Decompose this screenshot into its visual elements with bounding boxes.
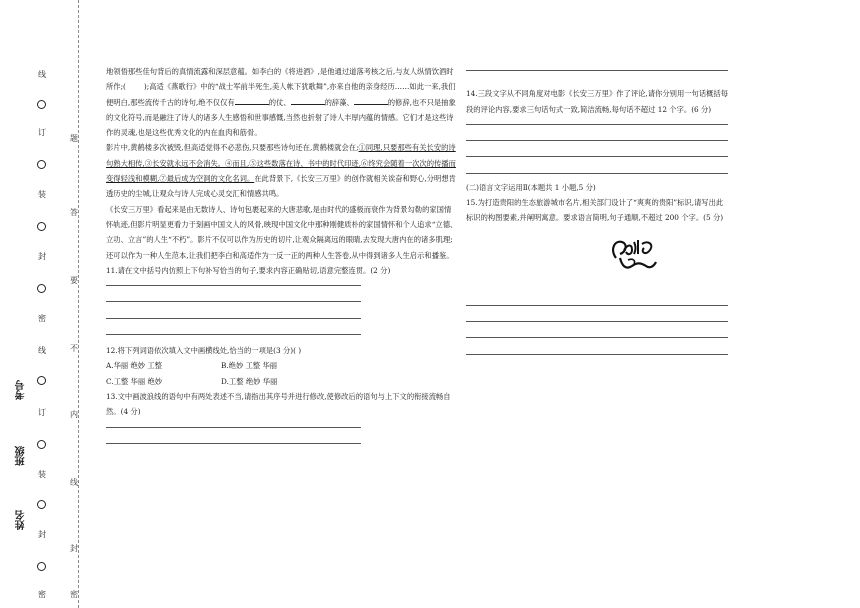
answer-area-11[interactable]	[106, 278, 361, 335]
binding-mark: 线	[38, 70, 46, 79]
inner-mark: 密	[70, 590, 78, 599]
question-13: 13.文中画波浪线的语句中有两处表述不当,请指出其序号并进行修改,使修改后的语句与上下文的衔接流畅自然。(4 分)	[106, 391, 451, 417]
answer-area-continued[interactable]	[466, 64, 728, 71]
binding-hole-icon	[37, 222, 46, 231]
paragraph-1: 地领悟那些佳句背后的真情流露和深层意蕴。如李白的《将进酒》,是他通过道落考核之后,与友人纵情饮酒时所作;( );高适《燕歌行》中的“战士军前半死生,美人帐下犹歌舞”,亦来自他的亲身经历……如此一来,我们便明白,那些流传千古的诗句,绝不仅仅有 的仗、 的辞藻、 的修辞,也不只是抽象的文化符号,而是融注了诗人的诸多人生感悟和世事感慨,当然也折射了诗人丰厚内蕴的情感。它们才是这些诗作的灵魂,也是这些优秀文化的内在血肉和筋骨。	[106, 67, 456, 138]
section-heading: (二)语言文字运用Ⅱ(本题共 1 小题,5 分)	[466, 182, 596, 192]
binding-mark: 线	[38, 346, 46, 355]
binding-mark: 订	[38, 128, 46, 137]
answer-area-13[interactable]	[106, 420, 361, 444]
name-label: 姓名	[16, 510, 27, 530]
options-row	[106, 374, 458, 389]
cut-line	[78, 0, 79, 608]
question-12: 12.将下列词语依次填入文中画横线处,恰当的一项是(3 分)( )	[106, 346, 302, 356]
binding-hole-icon	[37, 100, 46, 109]
blank-line[interactable]	[291, 95, 325, 105]
inner-mark: 封	[70, 544, 78, 553]
guiyang-logo-icon	[606, 236, 660, 274]
binding-mark: 封	[38, 252, 46, 261]
wavy-underlined-sentence: ①同理,只要那些有关长安的诗句熟大相传,③长安就永远不会消失。④而且,⑤这些数落在诗、书中的时代印迹,⑥终究会随着一次次的传播而变得轻浅和模糊,⑦最后成为空洞的文化名词。	[106, 143, 456, 184]
left-column	[106, 64, 458, 459]
blank-line[interactable]	[235, 95, 269, 105]
guiyang-logo	[606, 236, 660, 274]
blank-line[interactable]	[354, 95, 388, 105]
inner-mark: 题	[70, 134, 78, 143]
answer-area-15[interactable]	[466, 298, 728, 355]
options-row	[106, 358, 458, 373]
option-c[interactable]: C.工整 华丽 绝妙	[106, 376, 163, 386]
binding-hole-icon	[37, 440, 46, 449]
binding-mark: 密	[38, 314, 46, 323]
question-14: 14.三段文字从不同角度对电影《长安三万里》作了评论,请你分别用一句话概括每段的评论内容,要求三句话句式一致,简洁流畅,每句话不超过 12 个字。(6 分)	[466, 89, 729, 114]
right-column	[466, 64, 728, 370]
inner-mark: 答	[70, 208, 78, 217]
binding-mark: 封	[38, 530, 46, 539]
binding-hole-icon	[37, 562, 46, 571]
paragraph-2: 影片中,黄鹤楼多次被毁,但高适觉得不必悲伤,只要那些诗句还在,黄鹤楼就会在;①同理,只要那些有关长安的诗句熟大相传,③长安就永远不会消失。④而且,⑤这些数落在诗、书中的时代印迹,⑥终究会随着一次次的传播而变得轻浅和模糊,⑦最后成为空洞的文化名词。在此背景下,《长安三万里》的创作就相关诶奋和野心,分明想肯透历史的尘城,让观众与诗人完成心灵交汇和情感共鸣。	[106, 143, 456, 199]
binding-hole-icon	[37, 284, 46, 293]
question-15: 15.为打造贵阳的生态旅游城市名片,相关部门设计了“爽爽的贵阳”标识,请写出此标识的构图要素,并阐明寓意。要求语言简明,句子通顺,不超过 200 个字。(5 分)	[466, 198, 724, 223]
paragraph-3: 《长安三万里》看起来是由无数诗人、诗句包裹起来的大唐悲歌,是由时代的盛极而衰作为背景勾勒的家国情怀轨迹,但影片明显更看力于刻画中国文人的风骨,映现中国文化中那种刚健质朴的家国情怀和个人追求“立德、立功、立言”的人生“不朽”。影片不仅可以作为历史的切片,让观众隔离远的眼睛,去发现大唐内在的诸多肌理;还可以作为一种人生范本,让我们把李白和高适作为一反一正的两种人生答卷,从中得到诸多人生启示和播鉴。	[106, 204, 458, 260]
answer-area-14[interactable]	[466, 117, 728, 174]
binding-hole-icon	[37, 500, 46, 509]
question-11: 11.请在文中括号内仿照上下句补写恰当的句子,要求内容正确贴切,语意完整连贯。(2 分)	[106, 265, 391, 275]
option-a[interactable]: A.华丽 绝妙 工整	[106, 361, 163, 371]
binding-mark: 装	[38, 470, 46, 479]
inner-mark: 不	[70, 344, 78, 353]
option-b[interactable]: B.绝妙 工整 华丽	[221, 361, 278, 371]
binding-hole-icon	[37, 376, 46, 385]
binding-mark: 装	[38, 190, 46, 199]
inner-mark: 内	[70, 410, 78, 419]
binding-margin	[0, 0, 86, 608]
binding-mark: 密	[38, 590, 46, 599]
exam-number-label: 考号	[16, 380, 27, 400]
class-label: 班级	[16, 446, 27, 466]
binding-hole-icon	[37, 160, 46, 169]
inner-mark: 线	[70, 478, 78, 487]
binding-mark: 订	[38, 408, 46, 417]
inner-mark: 要	[70, 276, 78, 285]
option-d[interactable]: D.工整 绝妙 华丽	[221, 376, 278, 386]
